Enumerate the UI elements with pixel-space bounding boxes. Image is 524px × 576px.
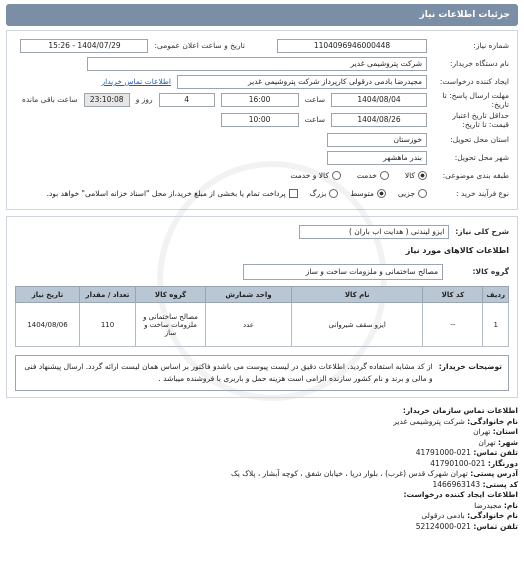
need-summary-label: شرح کلی نیاز:: [455, 227, 509, 236]
buyer-field: شرکت پتروشیمی غدیر: [87, 57, 427, 71]
page-title-bar: [6, 4, 518, 26]
contact-line-key: نام خانوادگی:: [467, 416, 518, 426]
contact-line-value: 1466963143: [432, 479, 481, 489]
validity-label: حداقل تاریخ اعتبار قیمت: تا تاریخ:: [452, 110, 509, 129]
goods-group-field: مصالح ساختمانی و ملزومات ساخت و ساز: [243, 264, 443, 280]
need-number-field: 1104096946000448: [277, 39, 427, 53]
category-option-service[interactable]: خدمت: [357, 171, 389, 180]
contact-line-value: تهران: [473, 427, 491, 436]
process-option-major[interactable]: بزرگ: [310, 189, 339, 198]
contact-line-key: آدرس پستی:: [470, 469, 518, 478]
goods-group-label: گروه کالا:: [472, 267, 509, 276]
contact-line-value: 021-41791000: [415, 448, 471, 457]
checkbox-icon[interactable]: [289, 189, 298, 198]
radio-icon[interactable]: [418, 189, 427, 198]
contact-line: [6, 459, 518, 470]
announce-field: 1404/07/29 - 15:26: [20, 39, 148, 53]
col-unit: واحد شمارش: [206, 287, 292, 303]
contact-line: [6, 427, 518, 438]
process-option-medium[interactable]: متوسط: [350, 189, 386, 198]
page-title: جزئیات اطلاعات نیاز: [419, 10, 510, 20]
creator-label: ایجاد کننده درخواست:: [439, 77, 509, 86]
cell-qty: 110: [80, 303, 136, 347]
creator-contact-line: [6, 522, 518, 533]
contact-line-key: تلفن تماس:: [473, 448, 518, 457]
contact-title: اطلاعات تماس سازمان خریدار:: [402, 406, 518, 415]
contact-section: [6, 406, 518, 532]
remaining-time-field: 23:10:08: [84, 93, 130, 107]
contact-line: [6, 480, 518, 491]
cell-date: 1404/08/06: [16, 303, 80, 347]
process-label: نوع فرآیند خرید :: [455, 189, 509, 198]
goods-section-title: اطلاعات کالاهای مورد نیاز: [405, 246, 509, 255]
col-row: ردیف: [483, 287, 509, 303]
col-name: نام کالا: [292, 287, 423, 303]
radio-selected-icon[interactable]: [418, 171, 427, 180]
province-field: خوزستان: [327, 133, 427, 147]
goods-frame: [6, 216, 518, 398]
remaining-label: ساعت باقی مانده: [22, 95, 78, 104]
creator-contact-title: اطلاعات ایجاد کننده درخواست:: [403, 490, 518, 499]
col-date: تاریخ نیاز: [16, 287, 80, 303]
contact-line-key: استان:: [492, 427, 518, 436]
category-option-goods[interactable]: کالا: [405, 171, 427, 180]
category-option-both[interactable]: کالا و خدمت: [290, 171, 340, 180]
radio-selected-icon[interactable]: [377, 189, 386, 198]
validity-hour-label: ساعت: [304, 115, 325, 124]
days-remaining-field: 4: [159, 93, 215, 107]
days-label: روز و: [135, 95, 153, 104]
goods-table: [15, 286, 509, 347]
creator-field: مجیدرضا بادمی درقولی کارپرداز شرکت پتروشیمی غدیر: [177, 75, 427, 89]
creator-contact-line-key: تلفن تماس:: [473, 521, 518, 531]
table-row: [16, 303, 509, 347]
creator-contact-line-value: مجیدرضا: [474, 500, 502, 510]
table-header-row: [16, 287, 509, 303]
deadline-label: مهلت ارسال پاسخ: تا تاریخ:: [442, 90, 509, 109]
contact-line-key: دورنگار:: [487, 458, 518, 468]
need-summary-field: ایزو لیندنی ( هدایت اب باران ): [299, 225, 449, 239]
validity-time-field: 10:00: [221, 113, 299, 127]
creator-contact-line: [6, 511, 518, 522]
contact-line-value: 021-41790100: [430, 458, 486, 468]
creator-contact-line: [6, 501, 518, 512]
cell-name: ایزو سقف شیروانی: [292, 303, 423, 347]
city-field: بندر ماهشهر: [327, 151, 427, 165]
contact-line: [6, 448, 518, 459]
notes-label: توضیحات خریدار:: [438, 362, 502, 371]
col-qty: تعداد / مقدار: [80, 287, 136, 303]
validity-date-field: 1404/08/26: [331, 113, 427, 127]
deadline-hour-label: ساعت: [304, 95, 325, 104]
deadline-time-field: 16:00: [221, 93, 299, 107]
radio-icon[interactable]: [329, 189, 338, 198]
process-option-minor[interactable]: جزیی: [398, 189, 427, 198]
contact-line-key: شهر:: [498, 437, 518, 447]
announce-label: تاریخ و ساعت اعلان عمومی:: [154, 41, 245, 50]
creator-contact-line-key: نام خانوادگی:: [467, 511, 518, 520]
col-group: گروه کالا: [136, 287, 206, 303]
creator-contact-line-value: بادمی درقولی: [421, 511, 465, 520]
payment-checkbox-option[interactable]: پرداخت تمام یا بخشی از مبلغ خرید،از محل "اسناد خزانه اسلامی" خواهد بود.: [47, 189, 298, 198]
creator-contact-line-value: 021-52124000: [415, 521, 471, 531]
radio-icon[interactable]: [380, 171, 389, 180]
contact-line-value: تهران شهرک قدس (غرب) ، بلوار دریا ، خیابان شفق ، کوچه آبشار ، پلاک یک: [231, 469, 468, 478]
notes-text: از کد مشابه استفاده گردید. اطلاعات دقیق در لیست پیوست می باشدو فاکتور بر اساس همان لیست ارائه گردد. ارسال پیشنهاد فنی و مالی و برند و نام کشور سازنده الزامی است هزینه حمل و باربری با فروشنده میباشد .: [24, 362, 433, 383]
buyer-contact-link[interactable]: اطلاعات تماس خریدار: [101, 77, 171, 86]
contact-line: [6, 438, 518, 449]
category-label: طبقه بندی موضوعی:: [442, 171, 509, 180]
buyer-notes: [15, 355, 509, 391]
need-number-label: شماره نیاز:: [473, 41, 509, 50]
contact-line-value: شرکت پتروشیمی غدیر: [393, 416, 465, 426]
radio-icon[interactable]: [332, 171, 341, 180]
contact-line: [6, 469, 518, 480]
buyer-label: نام دستگاه خریدار:: [449, 59, 509, 68]
details-frame: [6, 30, 518, 210]
province-label: استان محل تحویل:: [450, 135, 509, 144]
creator-contact-line-key: نام:: [503, 500, 518, 510]
contact-line-value: تهران: [478, 437, 496, 447]
cell-row: 1: [483, 303, 509, 347]
cell-code: --: [423, 303, 483, 347]
deadline-date-field: 1404/08/04: [331, 93, 427, 107]
city-label: شهر محل تحویل:: [454, 153, 509, 162]
contact-line: [6, 417, 518, 428]
cell-unit: عدد: [206, 303, 292, 347]
col-code: کد کالا: [423, 287, 483, 303]
cell-group: مصالح ساختمانی و ملزومات ساخت و ساز: [136, 303, 206, 347]
contact-line-key: کد پستی:: [482, 479, 518, 489]
